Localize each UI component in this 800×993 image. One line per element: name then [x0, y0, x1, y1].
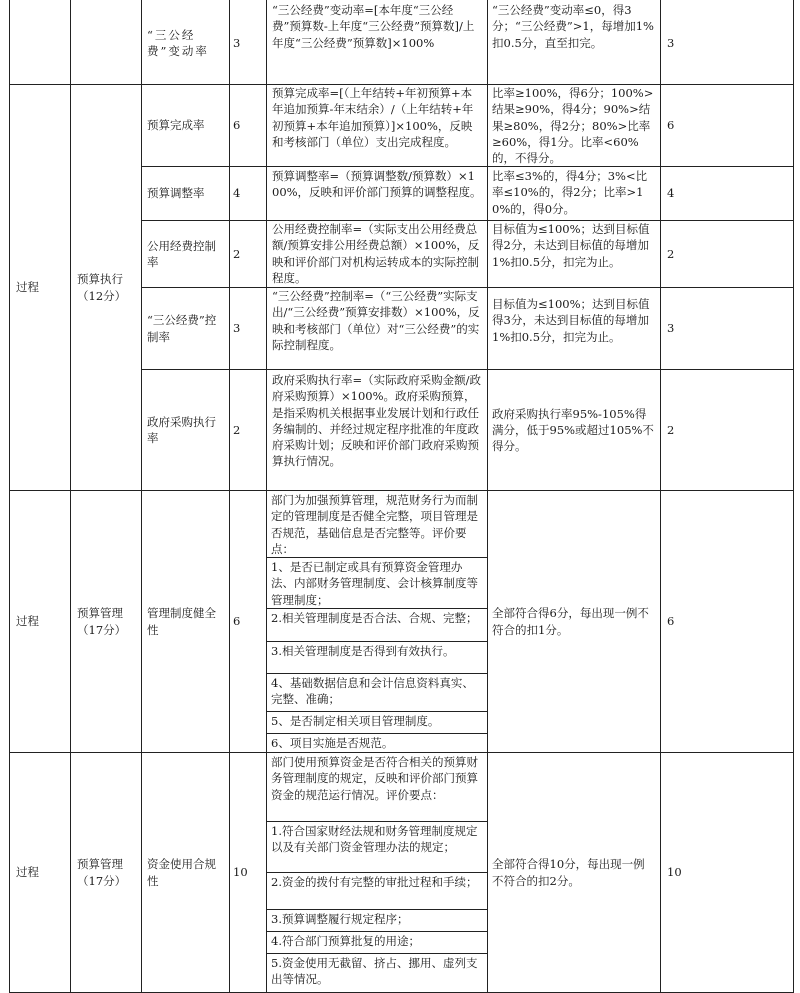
weight-cell: 3 — [233, 35, 241, 50]
score-cell: 3 — [667, 321, 675, 336]
criteria-cell: 全部符合得10分，每出现一例不符合的扣2分。 — [492, 857, 645, 888]
score-cell: 6 — [667, 614, 675, 629]
criteria-cell: 比率≤3%的，得4分；3%<比率≤10%的，得2分；比率>10%的，得0分。 — [492, 169, 648, 216]
definition-cell: “三公经费”控制率=（“三公经费”实际支出/“三公经费”预算安排数）×100%，反映和考核部门（单位）对“三公经费”的实际控制程度。 — [272, 289, 480, 352]
definition-cell: 预算调整率=（预算调整数/预算数）×100%，反映和评价部门预算的调整程度。 — [272, 169, 482, 200]
weight-cell: 3 — [233, 321, 241, 336]
definition-item: 部门为加强预算管理，规范财务行为而制定的管理制度是否健全完整，项目管理是否规范，基础信息是否完整等。评价要点： — [271, 493, 478, 556]
definition-item: 3.预算调整履行规定程序； — [271, 912, 409, 926]
definition-list — [267, 753, 487, 992]
score-cell: 6 — [667, 118, 675, 133]
category-cell: 过程 — [16, 865, 39, 880]
sub-category-cell: 预算执行（12分） — [77, 271, 127, 303]
indicator-cell: 政府采购执行率 — [147, 414, 216, 445]
definition-list — [267, 491, 487, 752]
sub-category-cell: 预算管理（17分） — [77, 856, 127, 888]
definition-item: 4.符合部门预算批复的用途； — [271, 934, 420, 948]
criteria-cell: 目标值为≤100%；达到目标值得2分，未达到目标值的每增加1%扣0.5分，扣完为止。 — [492, 222, 650, 269]
definition-cell: “三公经费”变动率=[本年度“三公经费”预算数-上年度“三公经费”预算数]/上年度“三公经费”预算数]×100% — [272, 3, 475, 50]
score-cell: 2 — [667, 422, 675, 437]
weight-cell: 2 — [233, 422, 241, 437]
weight-cell: 6 — [233, 614, 241, 629]
definition-item: 部门使用预算资金是否符合相关的预算财务管理制度的规定，反映和评价部门预算资金的规范运行情况。评价要点： — [271, 755, 478, 802]
category-cell: 过程 — [16, 280, 39, 295]
criteria-cell: 政府采购执行率95%-105%得满分，低于95%或超过105%不得分。 — [492, 406, 654, 454]
indicator-cell: “三公经费”变动率 — [147, 27, 209, 58]
definition-item: 2.相关管理制度是否合法、合规、完整； — [271, 611, 478, 625]
definition-item: 4、基础数据信息和会计信息资料真实、完整、准确； — [271, 676, 474, 707]
weight-cell: 10 — [233, 865, 248, 880]
definition-item: 5.资金使用无截留、挤占、挪用、虚列支出等情况。 — [271, 956, 478, 987]
weight-cell: 6 — [233, 118, 241, 133]
score-cell: 10 — [667, 865, 682, 880]
score-cell: 2 — [667, 246, 675, 261]
weight-cell: 4 — [233, 186, 241, 201]
score-cell: 3 — [667, 35, 675, 50]
definition-item: 1.符合国家财经法规和财务管理制度规定以及有关部门资金管理办法的规定； — [271, 824, 478, 855]
definition-item: 3.相关管理制度是否得到有效执行。 — [271, 644, 455, 658]
indicator-cell: 预算完成率 — [147, 118, 205, 133]
table-border-right — [793, 0, 794, 993]
indicator-cell: “三公经费”控制率 — [147, 313, 217, 344]
definition-cell: 预算完成率=[（上年结转+年初预算+本年追加预算-年末结余）/（上年结转+年初预算+本年追加预算）]×100%，反映和考核部门（单位）支出完成程度。 — [272, 86, 474, 149]
indicator-cell: 管理制度健全性 — [147, 606, 216, 637]
definition-item: 2.资金的拨付有完整的审批过程和手续； — [271, 875, 478, 889]
criteria-cell: 目标值为≤100%；达到目标值得3分，未达到目标值的每增加1%扣0.5分，扣完为止。 — [492, 297, 650, 344]
indicator-cell: 公用经费控制率 — [147, 238, 216, 269]
category-cell: 过程 — [16, 614, 39, 629]
definition-item: 5、是否制定相关项目管理制度。 — [271, 714, 440, 728]
definition-item: 1、是否已制定或具有预算资金管理办法、内部财务管理制度、会计核算制度等管理制度； — [271, 560, 478, 607]
definition-cell: 公用经费控制率=（实际支出公用经费总额/预算安排公用经费总额）×100%，反映和评价部门对机构运转成本的实际控制程度。 — [272, 222, 480, 285]
criteria-cell: “三公经费”变动率≤0，得3分；“三公经费”>1，每增加1%扣0.5分，直至扣完。 — [492, 3, 654, 50]
table-divider — [141, 0, 142, 993]
definition-item: 6、项目实施是否规范。 — [271, 736, 394, 750]
score-cell: 4 — [667, 186, 675, 201]
indicator-cell: 预算调整率 — [147, 186, 205, 201]
indicator-cell: 资金使用合规性 — [147, 857, 216, 888]
weight-cell: 2 — [233, 246, 241, 261]
criteria-cell: 全部符合得6分，每出现一例不符合的扣1分。 — [492, 606, 649, 637]
definition-cell: 政府采购执行率=（实际政府采购金额/政府采购预算）×100%。政府采购预算，是指采购机关根据事业发展计划和行政任务编制的、并经过规定程序批准的年度政府采购计划；反映和评价部门政府采购预算执行情况。 — [272, 373, 482, 469]
criteria-cell: 比率≥100%，得6分；100%>结果≥90%，得4分；90%>结果≥80%，得2分；80%>比率≥60%，得1分。比率<60%的，不得分。 — [492, 86, 654, 166]
sub-category-cell: 预算管理（17分） — [77, 605, 127, 637]
